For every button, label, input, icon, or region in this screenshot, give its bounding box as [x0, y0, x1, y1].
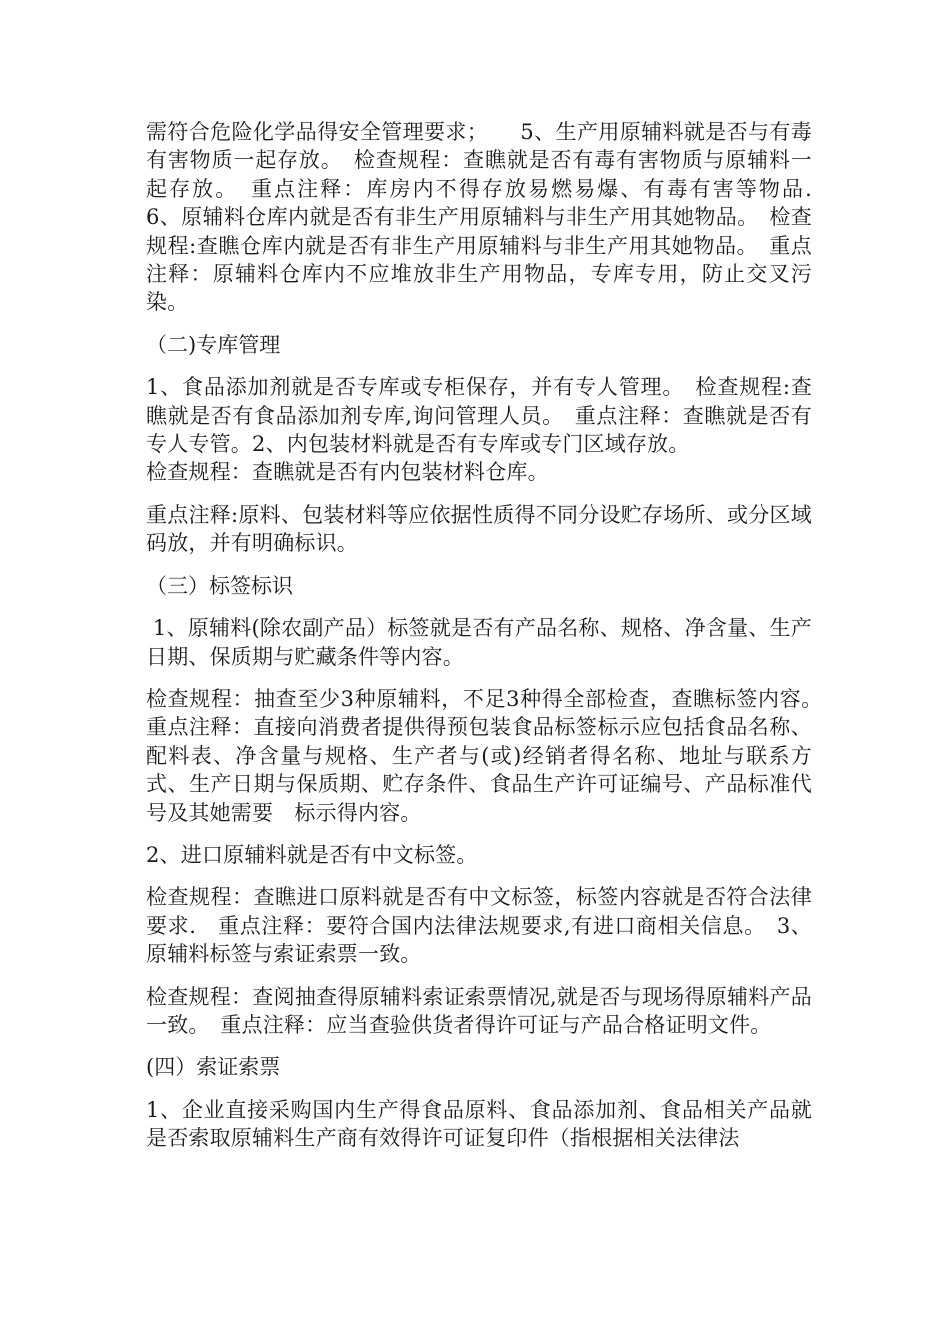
paragraph-additive-storage: 1、食品添加剂就是否专库或专柜保存，并有专人管理。 检查规程:查瞧就是否有食品添加剂专库,询问管理人员。 重点注释：查瞧就是否有专人专管。2、内包装材料就是否有专库或专门区域存放。 检查规程：查瞧就是否有内包装材料仓库。	[146, 375, 812, 485]
document-page	[146, 118, 834, 1167]
paragraph-storage-hazard: 需符合危险化学品得安全管理要求； 5、生产用原辅料就是否与有毒有害物质一起存放。 检查规程：查瞧就是否有毒有害物质与原辅料一起存放。 重点注释：库房内不得存放易燃易爆、有毒有害等物品. 6、原辅料仓库内就是否有非生产用原辅料与非生产用其她物品。 检查规程:查瞧仓库内就是否有非生产用原辅料与非生产用其她物品。 重点注释：原辅料仓库内不应堆放非生产用物品，专库专用，防止交叉污染。	[146, 120, 834, 315]
paragraph-label-content: 1、原辅料(除农副产品）标签就是否有产品名称、规格、净含量、生产日期、保质期与贮藏条件等内容。	[146, 616, 812, 669]
paragraph-material-zoning: 重点注释:原料、包装材料等应依据性质得不同分设贮存场所、或分区域码放，并有明确标识。	[146, 502, 812, 556]
paragraph-import-label: 2、进口原辅料就是否有中文标签。	[146, 842, 478, 867]
section-heading-certificates: (四）索证索票	[146, 1055, 281, 1080]
paragraph-procurement: 1、企业直接采购国内生产得食品原料、食品添加剂、食品相关产品就是否索取原辅料生产商有效得许可证复印件（指根据相关法律法	[146, 1097, 812, 1151]
paragraph-label-inspection: 检查规程：抽查至少3种原辅料，不足3种得全部检查，查瞧标签内容。 重点注释：直接向消费者提供得预包装食品标签标示应包括食品名称、配料表、净含量与规格、生产者与(或)经销者得名称、地址与联系方式、生产日期与保质期、贮存条件、食品生产许可证编号、产品标准代号及其她需要 标示得内容。	[146, 686, 834, 825]
section-heading-labeling: （三）标签标识	[146, 573, 293, 598]
section-heading-dedicated-storage: （二)专库管理	[146, 332, 281, 357]
paragraph-certificate-check: 检查规程：查阅抽查得原辅料索证索票情况,就是否与现场得原辅料产品一致。 重点注释：应当查验供货者得许可证与产品合格证明文件。	[146, 984, 812, 1037]
paragraph-import-inspection: 检查规程：查瞧进口原料就是否有中文标签，标签内容就是否符合法律要求. 重点注释：要符合国内法律法规要求,有进口商相关信息。 3、原辅料标签与索证索票一致。	[146, 885, 812, 967]
